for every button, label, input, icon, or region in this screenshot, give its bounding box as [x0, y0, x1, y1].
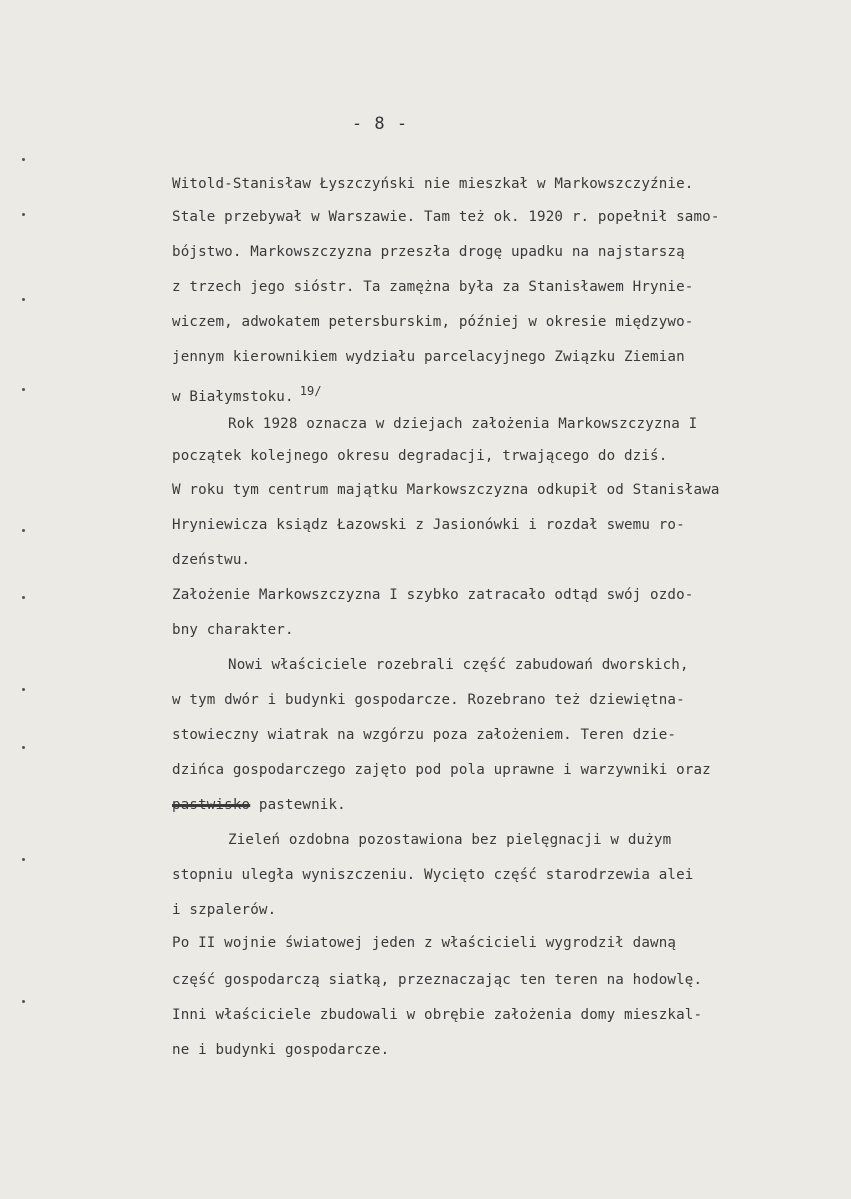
text-line: [172, 384, 322, 405]
margin-mark: [22, 298, 25, 301]
line-text: w Białymstoku.: [172, 389, 294, 405]
margin-mark: [22, 1000, 25, 1003]
text-line: stowieczny wiatrak na wzgórzu poza założeniem. Teren dzie-: [172, 727, 677, 743]
text-line: Po II wojnie światowej jeden z właścicieli wygrodził dawną: [172, 935, 677, 951]
footnote-reference: 19/: [299, 384, 322, 398]
text-line: Witold-Stanisław Łyszczyński nie mieszkał w Markowszczyźnie.: [172, 176, 694, 192]
text-line: W roku tym centrum majątku Markowszczyzna odkupił od Stanisława: [172, 482, 720, 498]
text-line: Inni właściciele zbudowali w obrębie założenia domy mieszkal-: [172, 1007, 703, 1023]
margin-mark: [22, 688, 25, 691]
text-line: [172, 797, 346, 813]
margin-mark: [22, 158, 25, 161]
text-line: Założenie Markowszczyzna I szybko zatracało odtąd swój ozdo-: [172, 587, 694, 603]
margin-mark: [22, 388, 25, 391]
text-line: bny charakter.: [172, 622, 294, 638]
text-line: wiczem, adwokatem petersburskim, później w okresie międzywo-: [172, 314, 694, 330]
margin-mark: [22, 746, 25, 749]
margin-mark: [22, 858, 25, 861]
page-number: - 8 -: [351, 114, 409, 134]
text-line: dzińca gospodarczego zajęto pod pola uprawne i warzywniki oraz: [172, 762, 711, 778]
text-line: Hryniewicza ksiądz Łazowski z Jasionówki i rozdał swemu ro-: [172, 517, 685, 533]
margin-mark: [22, 529, 25, 532]
text-line: początek kolejnego okresu degradacji, trwającego do dziś.: [172, 448, 668, 464]
text-line: Zieleń ozdobna pozostawiona bez pielęgnacji w dużym: [228, 832, 672, 848]
text-line: Nowi właściciele rozebrali część zabudowań dworskich,: [228, 657, 689, 673]
text-line: Stale przebywał w Warszawie. Tam też ok. 1920 r. popełnił samo-: [172, 209, 720, 225]
text-line: bójstwo. Markowszczyzna przeszła drogę upadku na najstarszą: [172, 244, 685, 260]
struck-out-word: pastwisko: [172, 797, 251, 813]
text-line: część gospodarczą siatką, przeznaczając ten teren na hodowlę.: [172, 972, 703, 988]
line-text: pastewnik.: [250, 797, 346, 813]
text-line: jennym kierownikiem wydziału parcelacyjnego Związku Ziemian: [172, 349, 685, 365]
text-line: w tym dwór i budynki gospodarcze. Rozebrano też dziewiętna-: [172, 692, 685, 708]
text-line: stopniu uległa wyniszczeniu. Wycięto część starodrzewia alei: [172, 867, 694, 883]
text-line: Rok 1928 oznacza w dziejach założenia Markowszczyzna I: [228, 416, 698, 432]
text-line: dzeństwu.: [172, 552, 251, 568]
margin-mark: [22, 213, 25, 216]
text-line: i szpalerów.: [172, 902, 277, 918]
text-line: z trzech jego sióstr. Ta zamężna była za Stanisławem Hrynie-: [172, 279, 694, 295]
text-line: ne i budynki gospodarcze.: [172, 1042, 390, 1058]
margin-mark: [22, 596, 25, 599]
